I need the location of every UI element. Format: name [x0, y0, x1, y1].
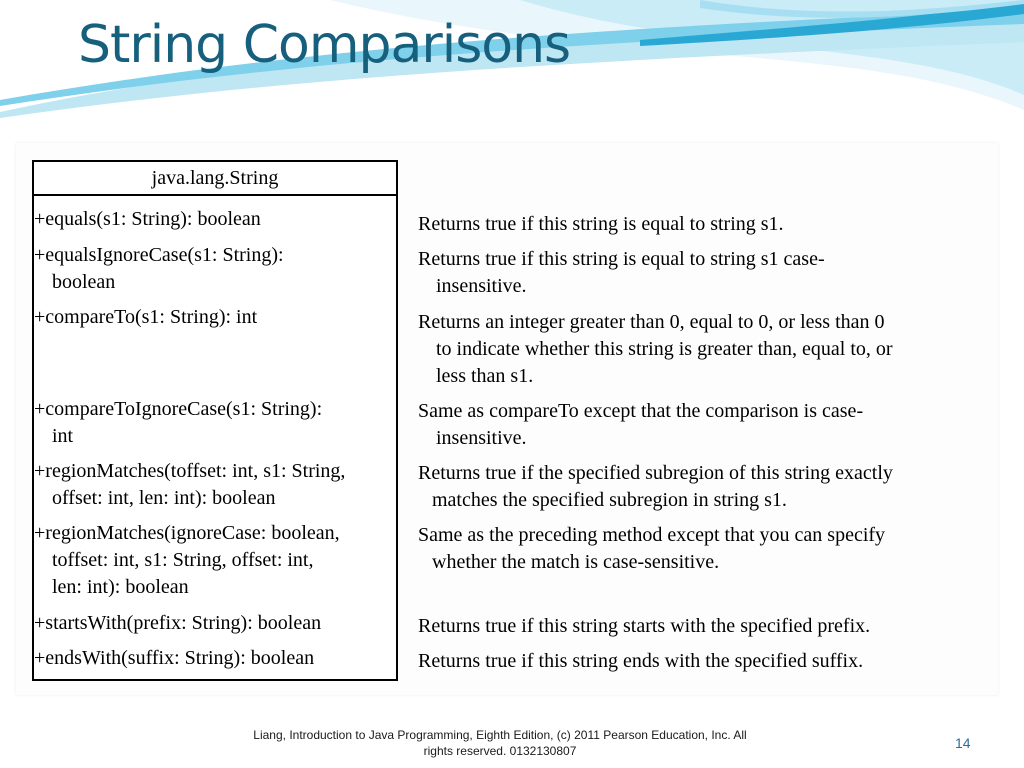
description-line: Returns true if this string is equal to string s1 case- — [418, 248, 825, 270]
description-compareto — [418, 309, 988, 390]
copyright-footer — [200, 727, 800, 759]
description-regionmatches — [418, 460, 988, 514]
footer-line: rights reserved. 0132130807 — [423, 744, 577, 758]
description-startswith — [418, 613, 988, 640]
description-line: Returns true if the specified subregion of this string exactly — [418, 462, 893, 484]
slide-title: String Comparisons — [78, 15, 571, 75]
uml-method-comparetoignorecase — [34, 396, 322, 450]
uml-method-regionmatches — [34, 458, 345, 512]
uml-method-line: +compareToIgnoreCase(s1: String): — [34, 398, 323, 420]
uml-method-line: +equalsIgnoreCase(s1: String): — [34, 244, 284, 266]
description-comparetoignorecase — [418, 398, 988, 452]
description-line: insensitive. — [436, 275, 527, 297]
uml-method-line: +equals(s1: String): boolean — [34, 208, 261, 230]
uml-method-compareto — [34, 304, 257, 331]
uml-method-line: +regionMatches(toffset: int, s1: String, — [34, 460, 346, 482]
uml-method-regionmatches-ignorecase — [34, 520, 340, 601]
uml-method-line: +compareTo(s1: String): int — [34, 306, 258, 328]
uml-method-equals — [34, 206, 261, 233]
uml-method-line: len: int): boolean — [52, 576, 189, 598]
description-line: Returns an integer greater than 0, equal to 0, or less than 0 — [418, 311, 885, 333]
uml-method-line: int — [52, 425, 74, 447]
description-endswith — [418, 648, 988, 675]
description-line: matches the specified subregion in string s1. — [432, 489, 787, 511]
uml-method-line: boolean — [52, 271, 116, 293]
description-line: Returns true if this string ends with the specified suffix. — [418, 650, 864, 672]
uml-method-line: +endsWith(suffix: String): boolean — [34, 647, 315, 669]
footer-line: Liang, Introduction to Java Programming, Eighth Edition, (c) 2011 Pearson Education, Inc. All — [253, 728, 747, 742]
uml-method-line: toffset: int, s1: String, offset: int, — [52, 549, 314, 571]
description-line: to indicate whether this string is greater than, equal to, or — [436, 338, 893, 360]
description-regionmatches-ignorecase — [418, 522, 988, 576]
description-line: Returns true if this string is equal to string s1. — [418, 213, 784, 235]
description-line: less than s1. — [436, 365, 534, 387]
uml-method-endswith — [34, 645, 314, 672]
uml-method-line: offset: int, len: int): boolean — [52, 487, 276, 509]
uml-method-equalsignorecase — [34, 242, 284, 296]
uml-method-startswith — [34, 610, 321, 637]
description-line: insensitive. — [436, 427, 527, 449]
description-line: Same as compareTo except that the comparison is case- — [418, 400, 864, 422]
description-equals — [418, 211, 988, 238]
description-line: Returns true if this string starts with the specified prefix. — [418, 615, 871, 637]
uml-method-line: +regionMatches(ignoreCase: boolean, — [34, 522, 340, 544]
page-number: 14 — [955, 735, 971, 751]
description-line: whether the match is case-sensitive. — [432, 551, 720, 573]
uml-class-name: java.lang.String — [34, 162, 396, 196]
description-line: Same as the preceding method except that you can specify — [418, 524, 886, 546]
uml-method-line: +startsWith(prefix: String): boolean — [34, 612, 322, 634]
description-equalsignorecase — [418, 246, 988, 300]
